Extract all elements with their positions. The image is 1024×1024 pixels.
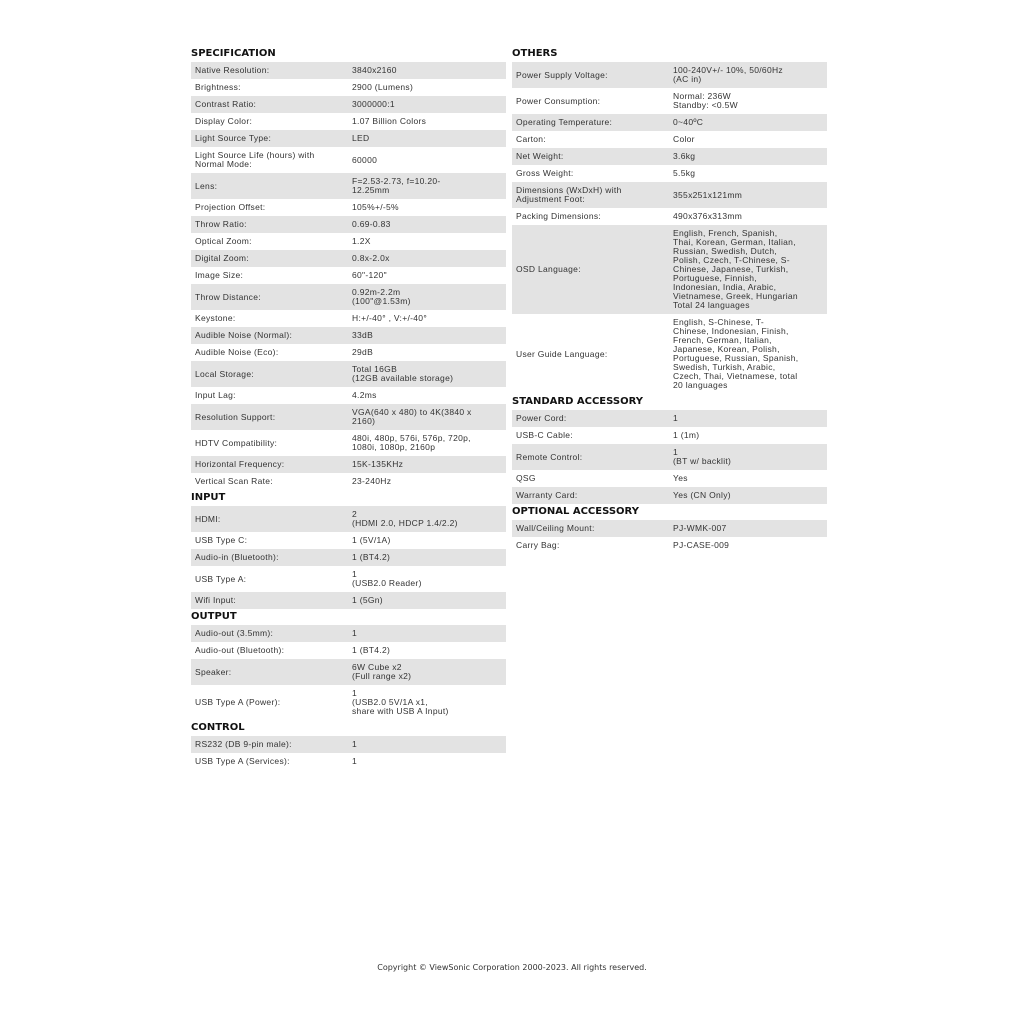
spec-row	[191, 549, 506, 566]
section-title: OPTIONAL ACCESSORY	[512, 506, 639, 517]
spec-value: 0.69-0.83	[352, 219, 391, 229]
spec-row	[512, 114, 827, 131]
spec-value: 105%+/-5%	[352, 202, 399, 212]
spec-row	[191, 642, 506, 659]
spec-row	[512, 225, 827, 314]
spec-row	[191, 430, 506, 456]
spec-value: F=2.53-2.73, f=10.20- 12.25mm	[352, 176, 441, 195]
spec-value: 6W Cube x2 (Full range x2)	[352, 662, 412, 681]
spec-label: Remote Control:	[516, 451, 583, 462]
spec-label: Optical Zoom:	[195, 236, 252, 246]
spec-value: 15K-135KHz	[352, 459, 404, 469]
spec-value: 2900 (Lumens)	[352, 82, 414, 92]
spec-row	[512, 182, 827, 208]
spec-row	[191, 199, 506, 216]
spec-label: Carry Bag:	[516, 540, 560, 550]
spec-value: 1.2X	[352, 236, 371, 246]
spec-row	[512, 88, 827, 114]
spec-label: Light Source Life (hours) with Normal Mode:	[195, 150, 315, 169]
spec-label: RS232 (DB 9-pin male):	[195, 739, 292, 749]
spec-value: English, S-Chinese, T- Chinese, Indonesian, Finish, French, German, Italian, Japanese, Korean, Polish, Portuguese, Russian, Spanish, Swedish, Turkish, Arabic, Czech, Thai, Vietnamese, total 20 languages	[673, 317, 799, 390]
spec-row	[191, 625, 506, 642]
spec-label: Speaker:	[195, 666, 232, 677]
spec-row	[191, 130, 506, 147]
spec-value: 490x376x313mm	[673, 211, 743, 221]
spec-value: 23-240Hz	[352, 476, 392, 486]
spec-value: Yes (CN Only)	[673, 490, 731, 500]
spec-row	[191, 327, 506, 344]
spec-row	[512, 520, 827, 537]
left-column	[191, 46, 506, 770]
spec-value: PJ-WMK-007	[673, 523, 727, 533]
spec-value: 3000000:1	[352, 99, 395, 109]
spec-label: Native Resolution:	[195, 65, 270, 75]
spec-row	[191, 96, 506, 113]
spec-value: 3840x2160	[352, 65, 397, 75]
spec-row	[512, 314, 827, 394]
spec-value: 1.07 Billion Colors	[352, 116, 427, 126]
spec-value: 1	[352, 628, 358, 638]
spec-label: Vertical Scan Rate:	[195, 476, 273, 486]
section-control	[191, 720, 506, 770]
spec-value: PJ-CASE-009	[673, 540, 730, 550]
spec-label: Audible Noise (Eco):	[195, 347, 279, 357]
spec-label: Audible Noise (Normal):	[195, 330, 293, 340]
spec-label: User Guide Language:	[516, 348, 608, 359]
spec-value: 0.92m-2.2m (100"@1.53m)	[352, 287, 411, 306]
spec-value: 1	[352, 756, 358, 766]
spec-row	[191, 387, 506, 404]
spec-row	[191, 566, 506, 592]
section-input	[191, 490, 506, 609]
spec-label: QSG	[516, 473, 536, 483]
spec-value: 480i, 480p, 576i, 576p, 720p, 1080i, 1080p, 2160p	[352, 433, 471, 452]
section-standard-accessory	[512, 394, 827, 504]
spec-label: USB Type A (Power):	[195, 697, 281, 707]
spec-row	[191, 685, 506, 720]
spec-label: Wifi Input:	[195, 595, 237, 605]
section-title: CONTROL	[191, 722, 245, 733]
section-title: INPUT	[191, 492, 226, 503]
spec-label: Power Cord:	[516, 413, 567, 423]
spec-label: Carton:	[516, 134, 546, 144]
spec-value: Color	[673, 134, 695, 144]
spec-label: OSD Language:	[516, 264, 581, 274]
spec-label: Light Source Type:	[195, 133, 272, 143]
spec-label: Resolution Support:	[195, 411, 276, 422]
spec-row	[512, 444, 827, 470]
spec-label: USB-C Cable:	[516, 430, 573, 440]
spec-row	[191, 506, 506, 532]
spec-value: 1 (5Gn)	[352, 595, 383, 605]
spec-label: Brightness:	[195, 82, 241, 92]
spec-row	[191, 147, 506, 173]
spec-value: 5.5kg	[673, 168, 696, 178]
spec-label: Image Size:	[195, 270, 244, 280]
spec-label: Power Consumption:	[516, 95, 601, 106]
spec-label: Lens:	[195, 180, 218, 191]
spec-row	[512, 537, 827, 554]
spec-row	[512, 208, 827, 225]
spec-value: 0.8x-2.0x	[352, 253, 390, 263]
spec-label: Audio-out (3.5mm):	[195, 628, 274, 638]
spec-label: Audio-out (Bluetooth):	[195, 645, 285, 655]
spec-label: Digital Zoom:	[195, 253, 249, 263]
spec-row	[191, 473, 506, 490]
spec-row	[191, 216, 506, 233]
spec-label: USB Type A:	[195, 573, 247, 584]
spec-value: English, French, Spanish, Thai, Korean, German, Italian, Russian, Swedish, Dutch, Polish, Czech, T-Chinese, S- Chinese, Japanese, Turkish, Portuguese, Finnish, Indonesian, India, Arabic, Vietnamese, Greek, Hungarian Total 24 languages	[673, 228, 798, 310]
spec-label: Throw Ratio:	[195, 219, 247, 229]
spec-row	[191, 62, 506, 79]
spec-label: Audio-in (Bluetooth):	[195, 552, 279, 562]
spec-value: 355x251x121mm	[673, 189, 743, 200]
spec-label: Input Lag:	[195, 390, 236, 400]
spec-row	[191, 532, 506, 549]
spec-row	[191, 113, 506, 130]
spec-label: Packing Dimensions:	[516, 211, 602, 221]
section-optional-accessory	[512, 504, 827, 554]
spec-value: 1 (USB2.0 5V/1A x1, share with USB A Input)	[352, 688, 449, 716]
spec-row	[191, 456, 506, 473]
spec-value: 4.2ms	[352, 390, 377, 400]
spec-value: 1 (USB2.0 Reader)	[352, 569, 422, 588]
spec-value: Total 16GB (12GB available storage)	[352, 364, 454, 383]
spec-value: 1 (5V/1A)	[352, 535, 391, 545]
spec-value: 1 (BT4.2)	[352, 645, 391, 655]
spec-row	[191, 361, 506, 387]
spec-value: 100-240V+/- 10%, 50/60Hz (AC in)	[673, 65, 783, 84]
spec-row	[191, 592, 506, 609]
right-column	[512, 46, 827, 554]
spec-label: HDMI:	[195, 513, 221, 524]
spec-label: Operating Temperature:	[516, 117, 613, 127]
spec-value: 3.6kg	[673, 151, 696, 161]
spec-value: 60000	[352, 154, 378, 165]
spec-row	[191, 267, 506, 284]
spec-row	[191, 79, 506, 96]
spec-row	[512, 410, 827, 427]
spec-label: HDTV Compatibility:	[195, 437, 278, 448]
spec-row	[191, 753, 506, 770]
spec-label: Local Storage:	[195, 368, 255, 379]
spec-value: 1 (BT w/ backlit)	[673, 447, 732, 466]
spec-label: Wall/Ceiling Mount:	[516, 523, 595, 533]
spec-value: 29dB	[352, 347, 374, 357]
spec-row	[191, 344, 506, 361]
spec-row	[191, 284, 506, 310]
spec-label: Projection Offset:	[195, 202, 266, 212]
spec-value: VGA(640 x 480) to 4K(3840 x 2160)	[352, 407, 472, 426]
spec-row	[512, 470, 827, 487]
spec-row	[512, 62, 827, 88]
spec-value: 1 (1m)	[673, 430, 700, 440]
spec-row	[512, 131, 827, 148]
spec-row	[512, 165, 827, 182]
spec-row	[191, 404, 506, 430]
copyright-footer: Copyright © ViewSonic Corporation 2000-2023. All rights reserved.	[377, 963, 647, 972]
spec-label: Display Color:	[195, 116, 253, 126]
spec-label: Warranty Card:	[516, 490, 578, 500]
spec-value: 1	[352, 739, 358, 749]
spec-row	[191, 233, 506, 250]
spec-value: 0~40ºC	[673, 117, 704, 127]
spec-label: Gross Weight:	[516, 168, 574, 178]
spec-label: Horizontal Frequency:	[195, 459, 285, 469]
section-output	[191, 609, 506, 720]
spec-label: Net Weight:	[516, 151, 564, 161]
section-title: STANDARD ACCESSORY	[512, 396, 643, 407]
spec-row	[512, 148, 827, 165]
spec-value: 33dB	[352, 330, 374, 340]
section-others	[512, 46, 827, 394]
section-title: OTHERS	[512, 48, 558, 59]
spec-label: Dimensions (WxDxH) with Adjustment Foot:	[516, 185, 622, 204]
section-title: OUTPUT	[191, 611, 237, 622]
spec-row	[512, 427, 827, 444]
section-specification	[191, 46, 506, 490]
spec-row	[191, 659, 506, 685]
spec-label: USB Type A (Services):	[195, 756, 290, 766]
spec-row	[191, 736, 506, 753]
spec-value: Yes	[673, 473, 688, 483]
spec-label: Power Supply Voltage:	[516, 69, 608, 80]
spec-row	[191, 250, 506, 267]
spec-value: 1 (BT4.2)	[352, 552, 391, 562]
spec-value: H:+/-40° , V:+/-40°	[352, 313, 428, 323]
spec-value: 2 (HDMI 2.0, HDCP 1.4/2.2)	[352, 509, 458, 528]
section-title: SPECIFICATION	[191, 48, 276, 59]
spec-label: USB Type C:	[195, 535, 248, 545]
spec-label: Throw Distance:	[195, 291, 261, 302]
spec-value: 60"-120"	[352, 270, 387, 280]
spec-label: Contrast Ratio:	[195, 99, 257, 109]
spec-value: 1	[673, 413, 679, 423]
spec-row	[191, 310, 506, 327]
spec-row	[512, 487, 827, 504]
spec-label: Keystone:	[195, 313, 236, 323]
spec-value: Normal: 236W Standby: <0.5W	[673, 91, 738, 110]
spec-row	[191, 173, 506, 199]
spec-value: LED	[352, 133, 370, 143]
